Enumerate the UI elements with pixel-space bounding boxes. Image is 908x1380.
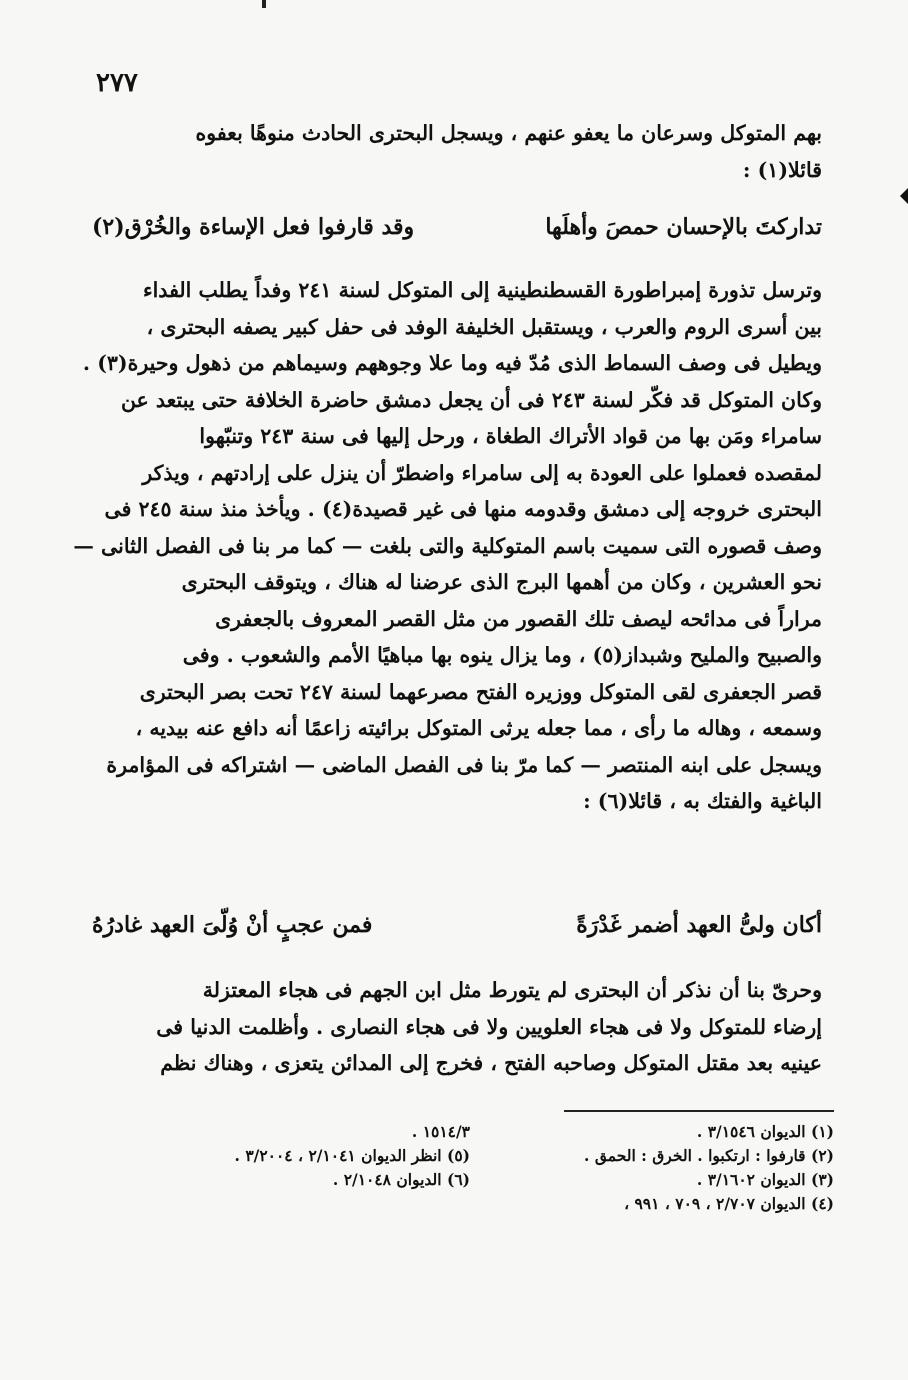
footnote: (٤) الديوان ٢/٧٠٧ ، ٧٠٩ ، ٩٩١ ، bbox=[624, 1194, 834, 1213]
text-line: بين أسرى الروم والعرب ، ويستقبل الخليفة الوفد فى حفل كبير يصفه البحترى ، bbox=[146, 314, 822, 339]
paragraph-1 bbox=[92, 115, 822, 188]
text-line: وترسل تذورة إمبراطورة القسطنطينية إلى المتوكل لسنة ٢٤١ وفداً يطلب الفداء bbox=[142, 278, 822, 302]
text-line: وحرىّ بنا أن نذكر أن البحترى لم يتورط مثل ابن الجهم فى هجاء المعتزلة bbox=[202, 978, 822, 1002]
text-line: قائلا(١) : bbox=[742, 157, 822, 182]
text-line: وكان المتوكل قد فكّر لسنة ٢٤٣ فى أن يجعل دمشق حاضرة الخلافة حتى يبتعد عن bbox=[120, 387, 822, 412]
text-line: لمقصده فعملوا على العودة به إلى سامراء واضطرّ أن ينزل على إرادتهم ، ويذكر bbox=[142, 460, 822, 485]
footnote: (٦) الديوان ٢/١٠٤٨ . bbox=[332, 1170, 470, 1189]
text-line: بهم المتوكل وسرعان ما يعفو عنهم ، ويسجل البحترى الحادث منوهًا بعفوه bbox=[195, 121, 822, 145]
text-line: مراراً فى مدائحه ليصف تلك القصور من مثل القصر المعروف بالجعفرى bbox=[215, 606, 822, 631]
footnotes-right-column bbox=[504, 1120, 834, 1216]
footnote: (٢) قارفوا : ارتكبوا . الخرق : الحمق . bbox=[584, 1146, 834, 1165]
footnote-separator bbox=[564, 1110, 834, 1112]
scan-speck bbox=[262, 0, 266, 8]
text-line: إرضاء للمتوكل ولا فى هجاء العلويين ولا فى هجاء النصارى . وأظلمت الدنيا فى bbox=[156, 1014, 822, 1039]
footnotes-left-column bbox=[150, 1120, 470, 1192]
text-line: ويسجل على ابنه المنتصر — كما مرّ بنا فى الفصل الماضى — اشتراكه فى المؤامرة bbox=[106, 752, 822, 777]
text-line: وصف قصوره التى سميت باسم المتوكلية والتى بلغت — كما مر بنا فى الفصل الثانى — bbox=[73, 533, 822, 558]
text-line: سامراء ومَن بها من قواد الأتراك الطغاة ، ورحل إليها فى سنة ٢٤٣ وتنبّهوا bbox=[199, 424, 822, 448]
text-line: والصبيح والمليح وشبداز(٥) ، وما يزال ينوه بها مباهيًا الأمم والشعوب . وفى bbox=[182, 643, 822, 667]
paragraph-3 bbox=[92, 972, 822, 1082]
margin-mark bbox=[900, 188, 908, 204]
text-line: الباغية والفتك به ، قائلا(٦) : bbox=[583, 789, 822, 813]
text-line: عينيه بعد مقتل المتوكل وصاحبه الفتح ، فخرج إلى المدائن يتعزى ، وهناك نظم bbox=[160, 1051, 822, 1075]
page-number: ٢٧٧ bbox=[96, 68, 138, 98]
footnote: ١٥١٤/٣ . bbox=[411, 1122, 470, 1141]
verse-2-first-hemistich: أكان ولىُّ العهد أضمر غَدْرَةً bbox=[576, 912, 822, 938]
verse-2 bbox=[82, 912, 822, 952]
text-line: وسمعه ، وهاله ما رأى ، مما جعله يرثى المتوكل برائيته زاعمًا أنه دافع عنه بيديه ، bbox=[135, 716, 822, 740]
paragraph-2 bbox=[73, 272, 822, 820]
verse-1 bbox=[82, 214, 822, 254]
text-line: ويطيل فى وصف السماط الذى مُدّ فيه وما علا وجوههم وسيماهم من ذهول وحيرة(٣) . bbox=[82, 351, 822, 375]
text-line: قصر الجعفرى لقى المتوكل ووزيره الفتح مصرعهما لسنة ٢٤٧ تحت بصر البحترى bbox=[139, 679, 822, 704]
footnote: (٣) الديوان ٣/١٦٠٢ . bbox=[696, 1170, 834, 1189]
verse-2-second-hemistich: فمن عجبٍ أنْ وُلّىَ العهد غادرُهُ bbox=[92, 912, 373, 938]
footnote: (١) الديوان ٣/١٥٤٦ . bbox=[696, 1122, 834, 1141]
footnote: (٥) انظر الديوان ٢/١٠٤١ ، ٣/٢٠٠٤ . bbox=[234, 1146, 470, 1165]
verse-1-second-hemistich: وقد قارفوا فعل الإساءة والخُرْق(٢) bbox=[92, 214, 415, 240]
text-line: نحو العشرين ، وكان من أهمها البرج الذى عرضنا له هناك ، ويتوقف البحترى bbox=[181, 570, 822, 594]
text-line: البحترى خروجه إلى دمشق وقدومه منها فى غير قصيدة(٤) . ويأخذ منذ سنة ٢٤٥ فى bbox=[104, 497, 822, 521]
verse-1-first-hemistich: تداركتَ بالإحسان حمصَ وأهلَها bbox=[545, 214, 822, 240]
